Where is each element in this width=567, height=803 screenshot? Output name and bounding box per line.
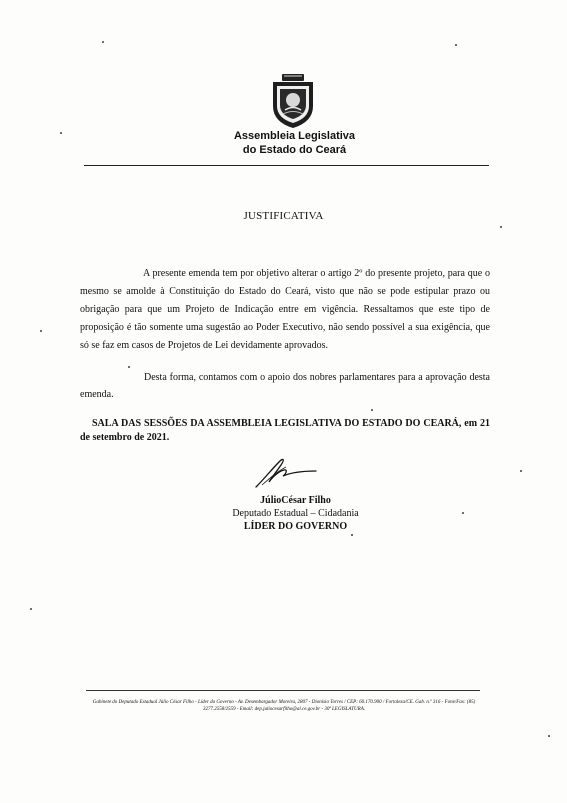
scan-speck (128, 366, 130, 368)
signer-role: LÍDER DO GOVERNO (243, 521, 348, 532)
scan-speck (40, 330, 42, 332)
signer-block (0, 494, 567, 533)
scan-speck (520, 470, 522, 472)
handwritten-signature-icon (250, 453, 320, 491)
footer-contact-info: Gabinete do Deputado Estadual Júlio César Filho - Líder do Governo - Av. Desembargador Moreira, 2807 - Dionísio Torres / CEP: 60.170.900 / Fortaleza/CE. Gab. n.º 316 - Fone/Fax: (85) 3277.2558/2559 - Email: dep.juliocesarfilho@al.ce.gov.br - 30ª LEGISLATURA. (92, 700, 476, 712)
document-title: JUSTIFICATIVA (243, 210, 324, 222)
header-divider (84, 165, 489, 166)
scan-speck (455, 44, 457, 46)
scan-speck (500, 226, 502, 228)
signer-title: Deputado Estadual – Cidadania (232, 508, 359, 519)
organization-name-line2: do Estado do Ceará (242, 143, 347, 156)
organization-name-line1: Assembleia Legislativa (233, 130, 356, 142)
scan-speck (548, 735, 550, 737)
organization-name (0, 130, 567, 157)
scan-speck (351, 534, 353, 536)
footer-divider (86, 690, 480, 691)
justification-paragraph-1: A presente emenda tem por objetivo alterar o artigo 2º do presente projeto, para que o mesmo se amolde à Constituição do Estado do Ceará, visto que não se pode estipular prazo ou obrigação para que um Projeto de Indicação entre em vigência. Ressaltamos que este tipo de proposição é tão somente uma sugestão ao Poder Executivo, não sendo possível a sua exigência, que só se faz em casos de Projetos de Lei devidamente aprovados. (80, 268, 490, 351)
scan-speck (102, 41, 104, 43)
scan-speck (371, 409, 373, 411)
session-closing: SALA DAS SESSÕES DA ASSEMBLEIA LEGISLATIVA DO ESTADO DO CEARÁ, em 21 de setembro de 2021. (80, 418, 490, 443)
justification-paragraph-2: Desta forma, contamos com o apoio dos nobres parlamentares para a aprovação desta emenda. (80, 372, 490, 400)
signer-name: JúlioCésar Filho (260, 495, 331, 506)
state-coat-of-arms-icon (270, 72, 316, 130)
scan-speck (30, 608, 32, 610)
